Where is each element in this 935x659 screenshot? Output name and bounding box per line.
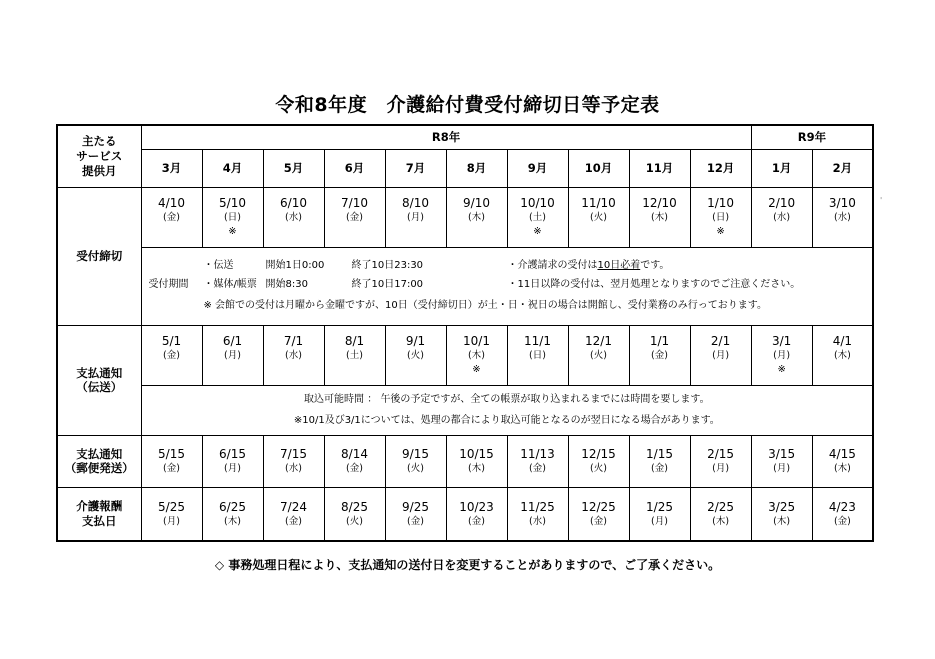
date-value: 2/1 [710,333,731,348]
date-value: 3/15 [768,447,796,462]
weekday-value: (木) [224,515,241,527]
weekday-value: (月) [224,349,241,361]
weekday-value: (木) [468,211,485,223]
weekday-value: (月) [407,211,424,223]
densou-info-2: ※10/1及び3/1については、処理の都合により取込可能となるのが翌日になる場合があります。 [293,415,720,426]
date-cell [385,487,446,541]
header-year-r8: R8年 [141,125,751,149]
month-header-cell: 12月 [690,149,751,187]
note-mark [386,226,446,238]
note-mark: ※ [533,226,542,238]
schedule-table [56,124,874,542]
note-mark [569,364,629,376]
note-mark [386,364,446,376]
note-mark [142,364,202,376]
date-cell [751,487,812,541]
weekday-value: (日) [224,211,241,223]
edge-mark: ' [880,196,883,205]
date-value: 2/15 [707,447,735,462]
date-value: 7/24 [280,499,307,514]
info-line1-c: 終了10日23:30 [351,260,424,271]
date-cell [202,325,263,385]
weekday-value: (火) [407,463,424,475]
date-cell [629,325,690,385]
date-value: 8/25 [341,499,368,514]
date-value: 3/25 [768,499,796,514]
date-value: 6/1 [222,333,243,348]
note-mark: ※ [228,226,237,238]
date-value: 7/1 [283,333,304,348]
date-cell [446,325,507,385]
densou-dates-row [57,325,873,385]
note-mark [447,226,507,238]
weekday-value: (土) [529,211,546,223]
date-cell [385,325,446,385]
weekday-value: (日) [712,211,730,223]
date-value: 3/1 [771,333,792,348]
date-cell [812,435,873,487]
month-header-cell: 11月 [629,149,690,187]
date-cell [141,325,202,385]
date-value: 12/25 [581,499,616,514]
date-cell [141,487,202,541]
date-cell [263,435,324,487]
date-cell [812,325,873,385]
note-mark [752,226,812,238]
note-mark [691,364,751,376]
weekday-value: (月) [773,349,791,361]
date-value: 9/10 [463,195,490,210]
date-cell [202,487,263,541]
yuubin-dates-row [57,435,873,487]
date-value: 2/10 [768,195,796,210]
date-cell [385,435,446,487]
note-mark [142,226,202,238]
weekday-value: (金) [833,515,851,527]
info-line2-a: ・媒体/帳票 [203,279,257,290]
note-mark: ※ [777,364,786,376]
info-right2: ・11日以降の受付は、翌月処理となりますのでご注意ください。 [507,279,801,290]
row-label-uketsuke: 受付締切 [57,187,141,325]
note-mark [264,364,324,376]
note-mark [813,226,873,238]
months-row [57,149,873,187]
weekday-value: (月) [773,463,791,475]
date-cell [568,325,629,385]
note-mark: ※ [472,364,481,376]
weekday-value: (木) [833,463,851,475]
date-cell [812,187,873,247]
date-value: 10/15 [459,447,494,462]
date-cell [568,435,629,487]
weekday-value: (金) [407,515,424,527]
date-value: 11/25 [520,499,555,514]
note-mark [630,226,690,238]
date-cell [324,435,385,487]
month-header-cell: 5月 [263,149,324,187]
uketsuke-dates-row [57,187,873,247]
weekday-value: (木) [833,349,851,361]
houshuu-dates-row [57,487,873,541]
row-label-yuubin: 支払通知 （郵便発送） [57,435,141,487]
weekday-value: (木) [773,515,791,527]
month-header-cell: 9月 [507,149,568,187]
date-value: 5/15 [158,447,185,462]
date-cell [568,487,629,541]
date-value: 9/15 [402,447,429,462]
month-header-cell: 4月 [202,149,263,187]
page-title: 令和8年度 介護給付費受付締切日等予定表 [275,94,660,116]
date-cell [629,435,690,487]
date-value: 8/10 [402,195,429,210]
date-cell [385,187,446,247]
date-value: 12/1 [585,333,612,348]
date-cell [812,487,873,541]
info-right1: ・介護請求の受付は10日必着です。 [507,260,670,271]
date-value: 7/10 [341,195,368,210]
date-cell [690,435,751,487]
weekday-value: (火) [590,349,607,361]
weekday-value: (火) [590,463,607,475]
weekday-value: (金) [346,463,363,475]
weekday-value: (火) [346,515,363,527]
note-mark [569,226,629,238]
note-mark [508,364,568,376]
date-cell [507,487,568,541]
row-label-densou: 支払通知 （伝送） [57,325,141,435]
date-value: 4/15 [828,447,856,462]
date-cell [202,435,263,487]
date-cell [751,325,812,385]
date-cell [507,435,568,487]
date-cell [141,435,202,487]
weekday-value: (金) [529,463,546,475]
date-value: 1/1 [649,333,670,348]
weekday-value: (火) [590,211,607,223]
date-cell [141,187,202,247]
date-value: 10/1 [463,333,490,348]
date-value: 10/23 [459,499,494,514]
date-cell [446,435,507,487]
date-cell [568,187,629,247]
weekday-value: (木) [468,349,485,361]
date-value: 4/23 [828,499,856,514]
note-mark [630,364,690,376]
densou-info [141,385,873,435]
date-value: 8/1 [344,333,365,348]
weekday-value: (金) [346,211,363,223]
weekday-value: (金) [163,349,180,361]
date-value: 1/10 [707,195,735,210]
weekday-value: (水) [285,211,302,223]
weekday-value: (木) [651,211,668,223]
date-value: 10/10 [520,195,555,210]
weekday-value: (金) [651,463,668,475]
date-cell [690,487,751,541]
header-year-r9: R9年 [751,125,873,149]
header-service-month: 主たる サービス 提供月 [57,125,141,187]
info-line1-b: 開始1日0:00 [265,260,325,271]
date-value: 6/25 [219,499,246,514]
date-value: 11/10 [581,195,616,210]
date-cell [446,487,507,541]
date-cell [690,325,751,385]
date-cell [446,187,507,247]
date-cell [202,187,263,247]
date-value: 11/1 [524,333,551,348]
date-value: 6/10 [280,195,307,210]
date-value: 4/10 [158,195,185,210]
weekday-value: (水) [833,211,851,223]
weekday-value: (月) [712,463,730,475]
weekday-value: (火) [407,349,424,361]
month-header-cell: 2月 [812,149,873,187]
date-cell [690,187,751,247]
weekday-value: (金) [163,211,180,223]
weekday-value: (金) [163,463,180,475]
date-cell [629,187,690,247]
date-value: 2/25 [707,499,735,514]
date-value: 5/10 [219,195,246,210]
note-mark: ※ [716,226,725,238]
weekday-value: (月) [163,515,180,527]
weekday-value: (月) [651,515,668,527]
info-period-label: 受付期間 [148,279,189,290]
note-mark [203,364,263,376]
date-cell [507,187,568,247]
row-label-houshuu: 介護報酬 支払日 [57,487,141,541]
date-value: 9/25 [402,499,429,514]
uketsuke-info [141,247,873,325]
info-line1-a: ・伝送 [203,260,234,271]
date-value: 8/14 [341,447,368,462]
date-cell [751,187,812,247]
date-value: 7/15 [280,447,307,462]
weekday-value: (金) [468,515,485,527]
footer-note: ◇ 事務処理日程により、支払通知の送付日を変更することがありますので、ご了承ください。 [214,558,721,572]
date-value: 12/10 [642,195,677,210]
month-header-cell: 3月 [141,149,202,187]
date-value: 11/13 [520,447,555,462]
date-value: 12/15 [581,447,616,462]
date-cell [507,325,568,385]
date-value: 9/1 [405,333,426,348]
date-value: 5/25 [158,499,185,514]
month-header-cell: 6月 [324,149,385,187]
weekday-value: (水) [773,211,791,223]
info-line2-c: 終了10日17:00 [351,279,424,290]
weekday-value: (水) [529,515,546,527]
weekday-value: (金) [651,349,668,361]
date-cell [263,325,324,385]
weekday-value: (水) [285,463,302,475]
weekday-value: (月) [224,463,241,475]
weekday-value: (土) [346,349,363,361]
note-mark [325,226,385,238]
month-header-cell: 7月 [385,149,446,187]
month-header-cell: 8月 [446,149,507,187]
date-cell [263,487,324,541]
date-cell [263,187,324,247]
date-cell [751,435,812,487]
weekday-value: (月) [712,349,730,361]
info-line3: ※ 会館での受付は月曜から金曜ですが、10日（受付締切日）が土・日・祝日の場合は開館し、受付業務のみ行っております。 [203,300,767,311]
weekday-value: (金) [285,515,302,527]
date-cell [324,487,385,541]
date-value: 4/1 [832,333,853,348]
month-header-cell: 1月 [751,149,812,187]
note-mark [813,364,873,376]
date-value: 6/15 [219,447,246,462]
date-value: 1/15 [646,447,673,462]
date-cell [629,487,690,541]
date-cell [324,187,385,247]
weekday-value: (日) [529,349,546,361]
densou-info-1: 取込可能時間 ： 午後の予定ですが、全ての帳票が取り込まれるまでには時間を要します。 [304,394,710,405]
weekday-value: (木) [468,463,485,475]
weekday-value: (金) [590,515,607,527]
info-line2-b: 開始8:30 [265,279,308,290]
note-mark [264,226,324,238]
month-header-cell: 10月 [568,149,629,187]
date-cell [324,325,385,385]
date-value: 5/1 [161,333,182,348]
date-value: 3/10 [828,195,856,210]
date-value: 1/25 [646,499,673,514]
weekday-value: (木) [712,515,730,527]
note-mark [325,364,385,376]
weekday-value: (水) [285,349,302,361]
